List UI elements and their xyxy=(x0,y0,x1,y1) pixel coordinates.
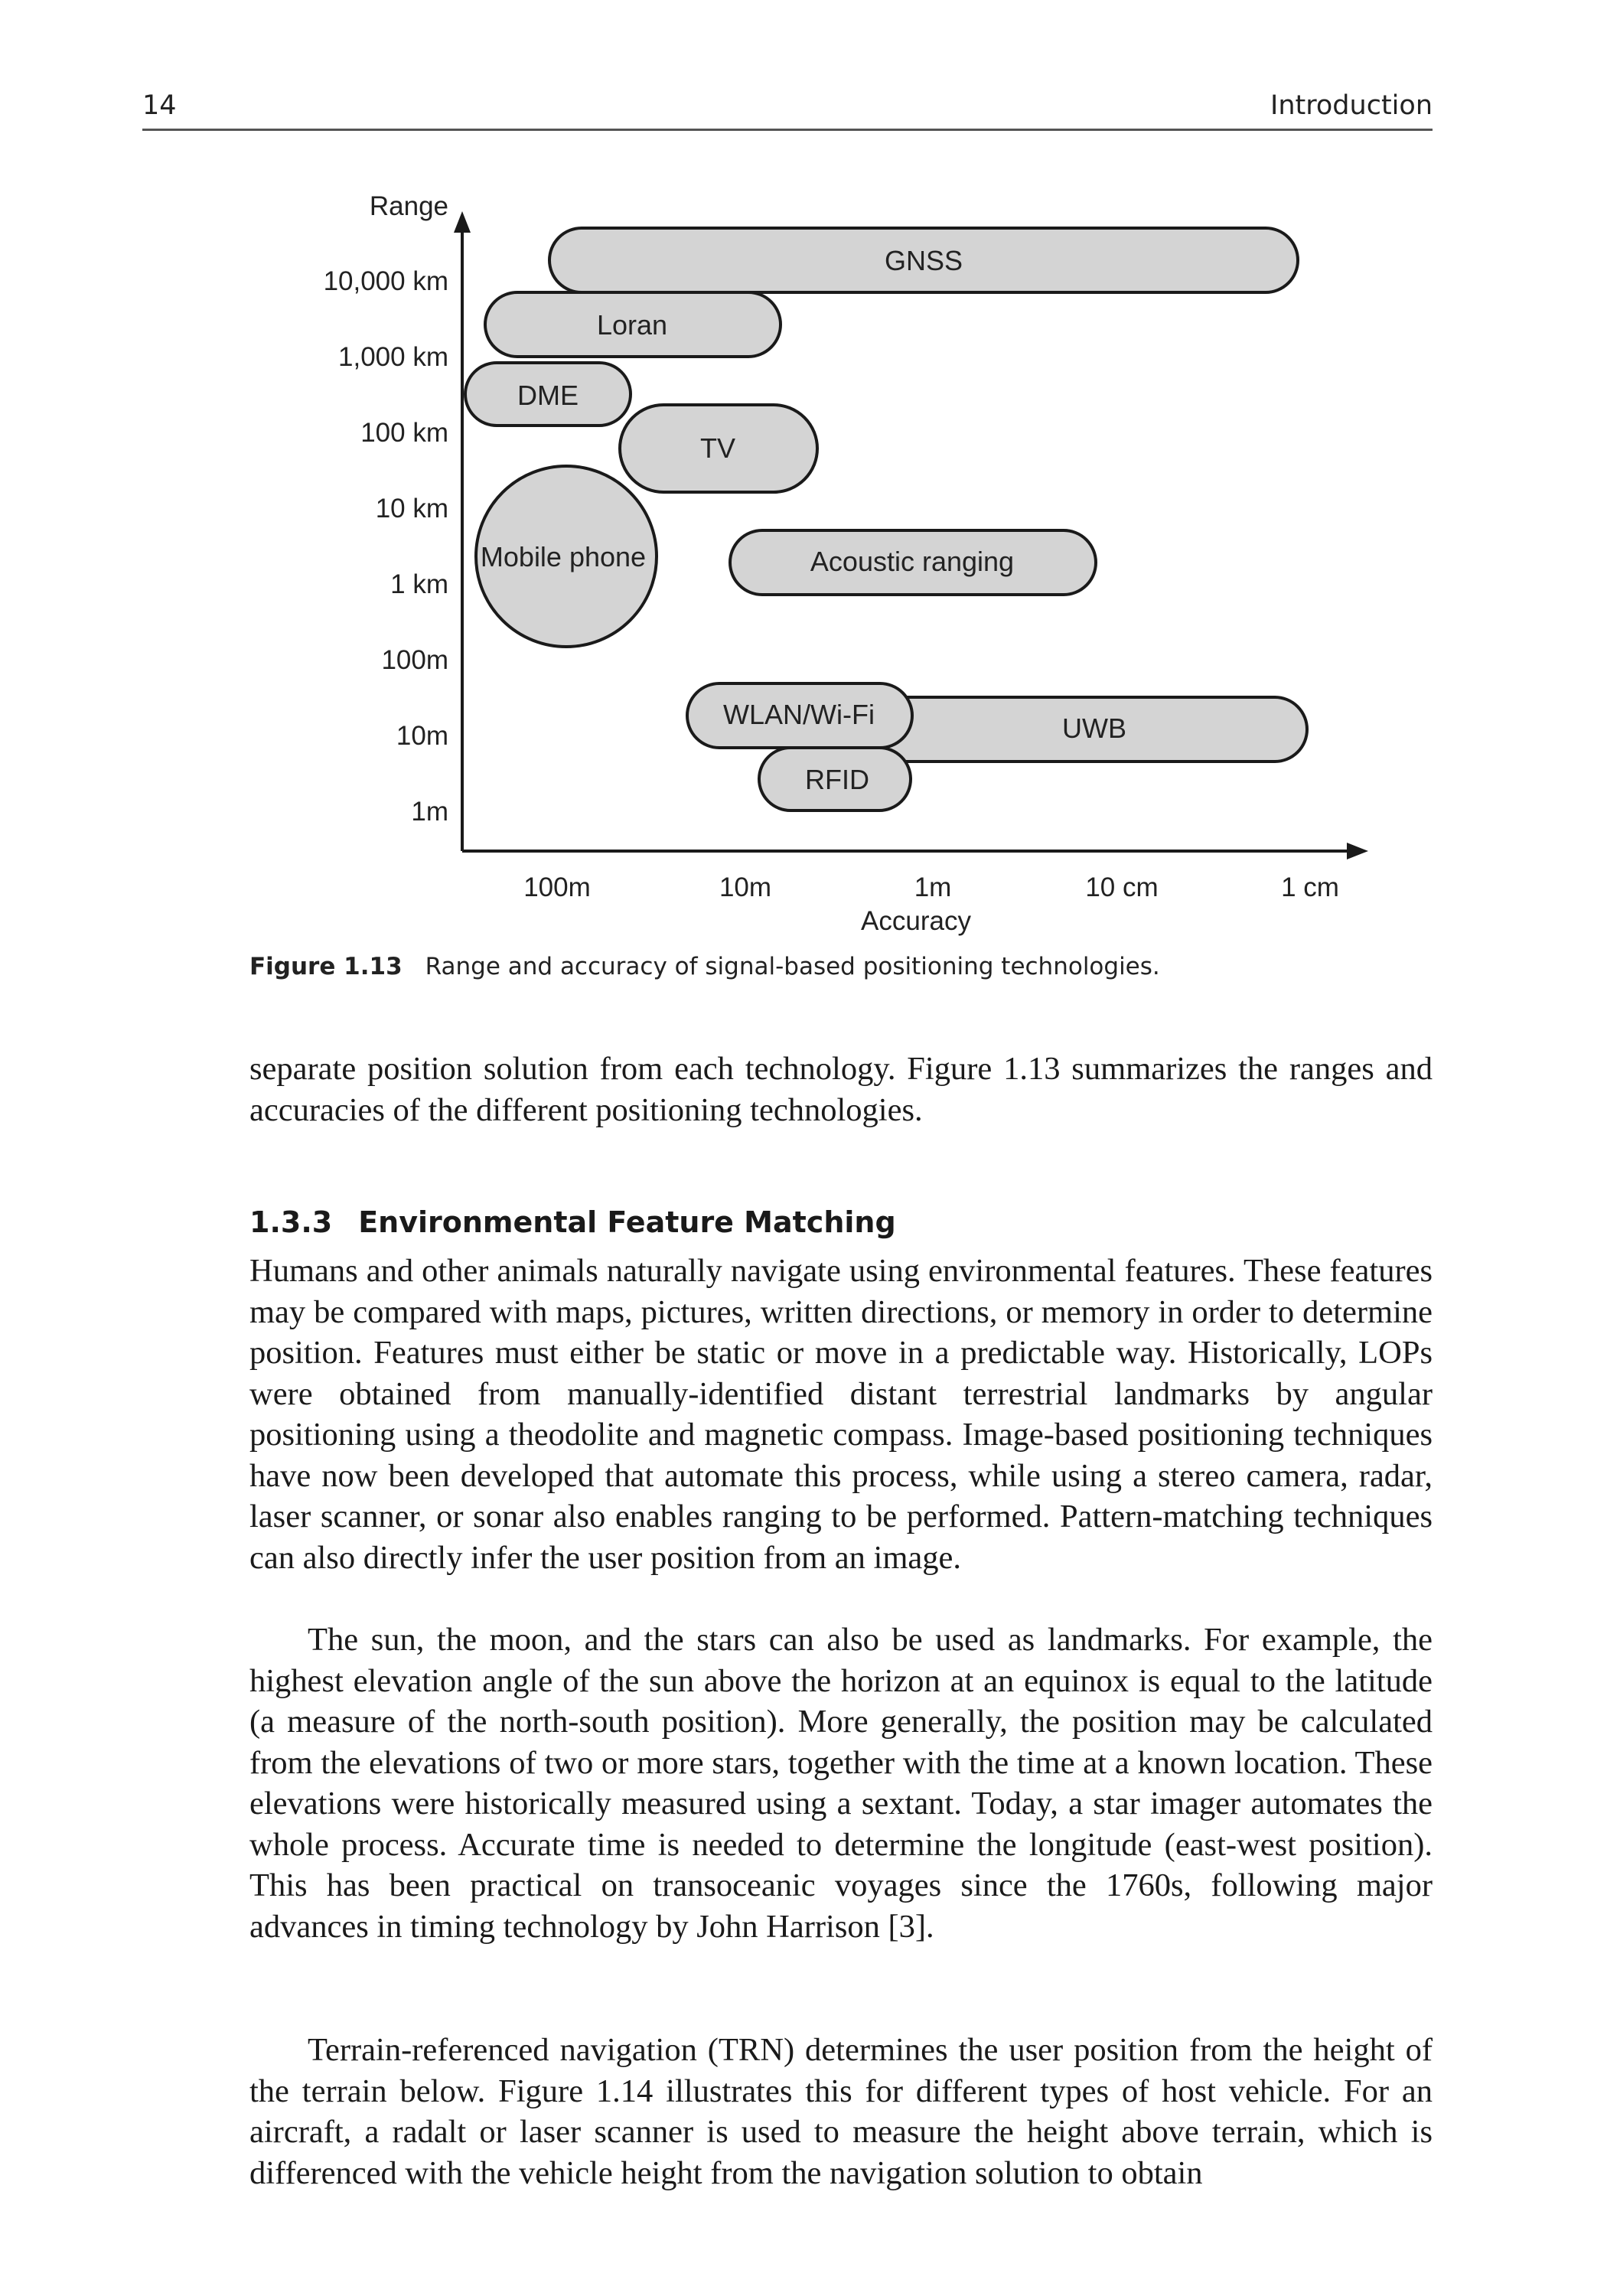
x-tick-label: 10 cm xyxy=(1085,872,1159,902)
x-axis-title: Accuracy xyxy=(861,906,971,936)
x-tick-label: 1 cm xyxy=(1281,872,1339,902)
y-axis-title: Range xyxy=(369,191,448,221)
y-tick-label: 1 km xyxy=(390,569,448,599)
y-tick-label: 100 km xyxy=(360,418,448,448)
section-number: 1.3.3 xyxy=(249,1205,333,1239)
x-tick-label: 1m xyxy=(914,872,952,902)
paragraph-2: The sun, the moon, and the stars can also be used as landmarks. For example, the highest elevation angle of the sun above the horizon at an equinox is equal to the latitude (a measure of the north-south position). More generally, the position may be calculated from the elevations of two or more stars, together with the time at a known location. These elevations were historically measured using a sextant. Today, a star imager automates the whole process. Accurate time is needed to determine the longitude (east-west position). This has been practical on transoceanic voyages since the 1760s, following major advances in timing technology by John Harrison [3]. xyxy=(249,1622,1433,1945)
technology-label: Mobile phone xyxy=(480,541,647,572)
range-accuracy-figure xyxy=(0,0,1607,980)
technology-label: RFID xyxy=(805,764,869,795)
section-title: Environmental Feature Matching xyxy=(358,1205,896,1239)
x-tick-label: 10m xyxy=(719,872,772,902)
section-heading xyxy=(249,1205,1433,1239)
y-tick-label: 10 km xyxy=(375,494,448,523)
page-number: 14 xyxy=(142,90,177,121)
x-axis-arrow-icon xyxy=(1347,843,1368,859)
technology-label: DME xyxy=(517,380,579,411)
y-tick-label: 1,000 km xyxy=(338,342,448,372)
technology-label: WLAN/Wi-Fi xyxy=(723,699,875,730)
chapter-title: Introduction xyxy=(1270,90,1433,121)
technology-label: UWB xyxy=(1062,713,1126,744)
technology-label: Loran xyxy=(596,309,668,341)
caption-number: Figure 1.13 xyxy=(249,953,403,980)
paragraph-3: Terrain-referenced navigation (TRN) determines the user position from the height of the terrain below. Figure 1.14 illustrates this for different types of host vehicle. For an aircraft, a radalt or laser scanner is used to measure the height above terrain, which is differenced with the vehicle height from the navigation solution to obtain xyxy=(249,2032,1433,2191)
x-tick-label: 100m xyxy=(523,872,591,902)
caption-text: Range and accuracy of signal-based positioning technologies. xyxy=(425,953,1160,980)
y-axis-arrow-icon xyxy=(454,211,471,233)
paragraph-1: Humans and other animals naturally navigate using environmental features. These features may be compared with maps, pictures, written directions, or memory in order to determine position. Features must either be static or move in a predictable way. Historically, LOPs were obtained from manually-identified distant terrestrial landmarks by angular positioning using a theodolite and magnetic compass. Image-based positioning techniques have now been developed that automate this process, while using a stereo camera, radar, laser scanner, or sonar also enables ranging to be performed. Pattern-matching techniques can also directly infer the user position from an image. xyxy=(249,1253,1433,1576)
y-tick-label: 10,000 km xyxy=(323,266,448,296)
y-tick-label: 10m xyxy=(396,721,448,751)
figure-caption xyxy=(249,953,1443,980)
y-tick-label: 100m xyxy=(381,645,448,675)
paragraph-intro: separate position solution from each technology. Figure 1.13 summarizes the ranges and accuracies of the different positioning technologies. xyxy=(249,1051,1433,1128)
technology-label: GNSS xyxy=(884,245,963,276)
technology-label: Acoustic ranging xyxy=(810,546,1015,577)
y-tick-label: 1m xyxy=(411,797,448,827)
technology-label: TV xyxy=(699,432,736,464)
